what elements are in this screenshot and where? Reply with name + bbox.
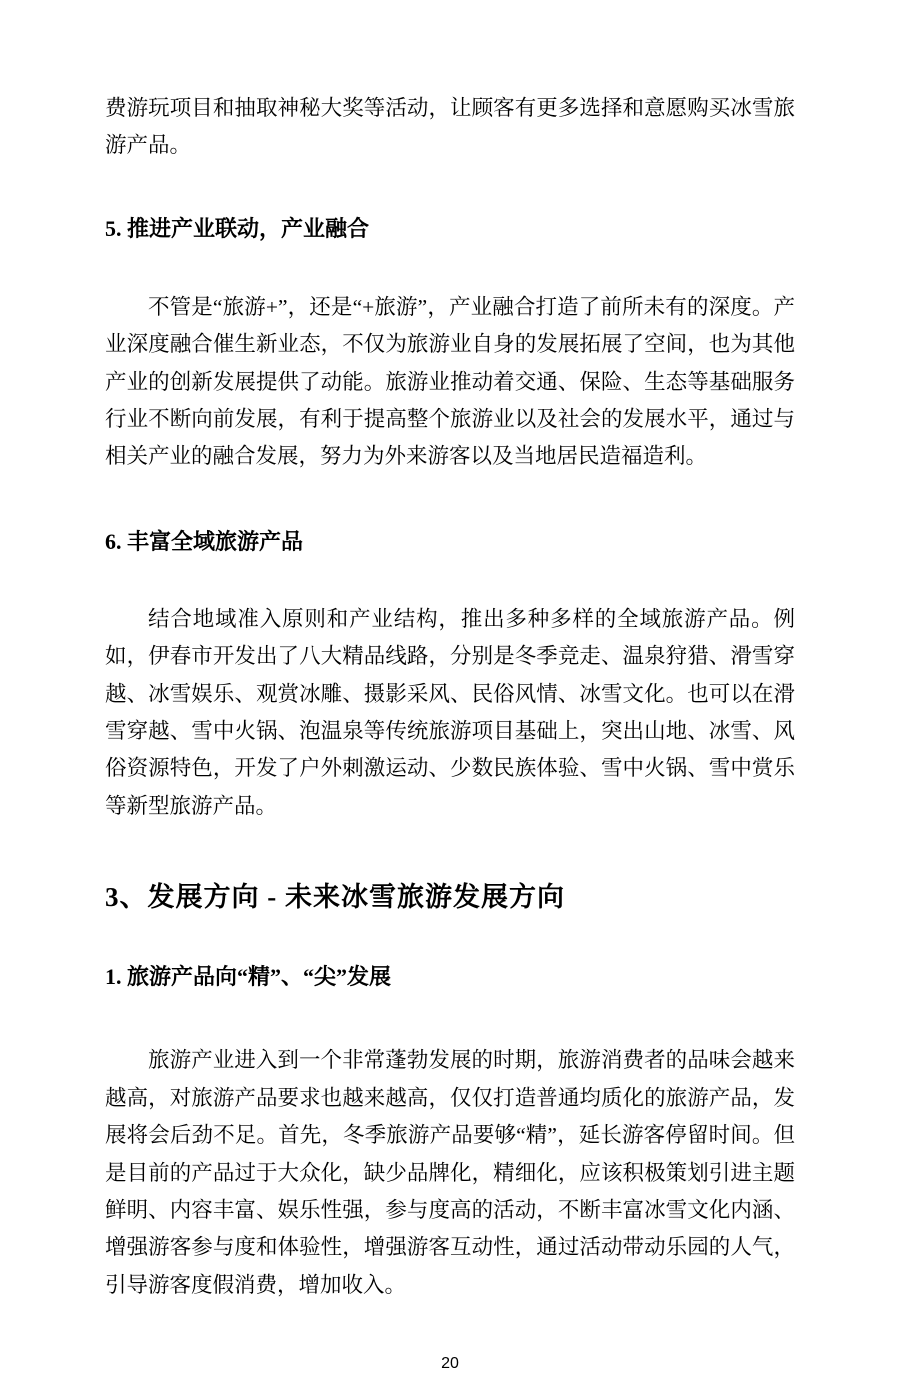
page-number: 20 (441, 1355, 459, 1373)
section-5-paragraph: 不管是“旅游+”，还是“+旅游”，产业融合打造了前所未有的深度。产业深度融合催生新业态，不仅为旅游业自身的发展拓展了空间，也为其他产业的创新发展提供了动能。旅游业推动着交通、保险、生态等基础服务行业不断向前发展，有利于提高整个旅游业以及社会的发展水平，通过与相关产业的融合发展，努力为外来游客以及当地居民造福造利。 (105, 294, 795, 469)
section-6-paragraph: 结合地域准入原则和产业结构，推出多种多样的全域旅游产品。例如，伊春市开发出了八大精品线路，分别是冬季竞走、温泉狩猎、滑雪穿越、冰雪娱乐、观赏冰雕、摄影采风、民俗风情、冰雪文化。也可以在滑雪穿越、雪中火锅、泡温泉等传统旅游项目基础上，突出山地、冰雪、风俗资源特色，开发了户外刺激运动、少数民族体验、雪中火锅、雪中赏乐等新型旅游产品。 (105, 606, 795, 818)
continued-paragraph: 费游玩项目和抽取神秘大奖等活动，让顾客有更多选择和意愿购买冰雪旅游产品。 (105, 96, 795, 158)
chapter-3-heading: 3、发展方向 - 未来冰雪旅游发展方向 (105, 882, 565, 913)
section-5-heading: 5. 推进产业联动，产业融合 (105, 215, 370, 241)
subsection-1-heading: 1. 旅游产品向“精”、“尖”发展 (105, 964, 392, 990)
page-footer (105, 1354, 795, 1374)
section-6-heading: 6. 丰富全域旅游产品 (105, 528, 304, 554)
subsection-1-paragraph: 旅游产业进入到一个非常蓬勃发展的时期，旅游消费者的品味会越来越高，对旅游产品要求也越来越高，仅仅打造普通均质化的旅游产品，发展将会后劲不足。首先，冬季旅游产品要够“精”，延长游客停留时间。但是目前的产品过于大众化，缺少品牌化，精细化，应该积极策划引进主题鲜明、内容丰富、娱乐性强，参与度高的活动，不断丰富冰雪文化内涵、增强游客参与度和体验性，增强游客互动性，通过活动带动乐园的人气，引导游客度假消费，增加收入。 (105, 1048, 795, 1297)
